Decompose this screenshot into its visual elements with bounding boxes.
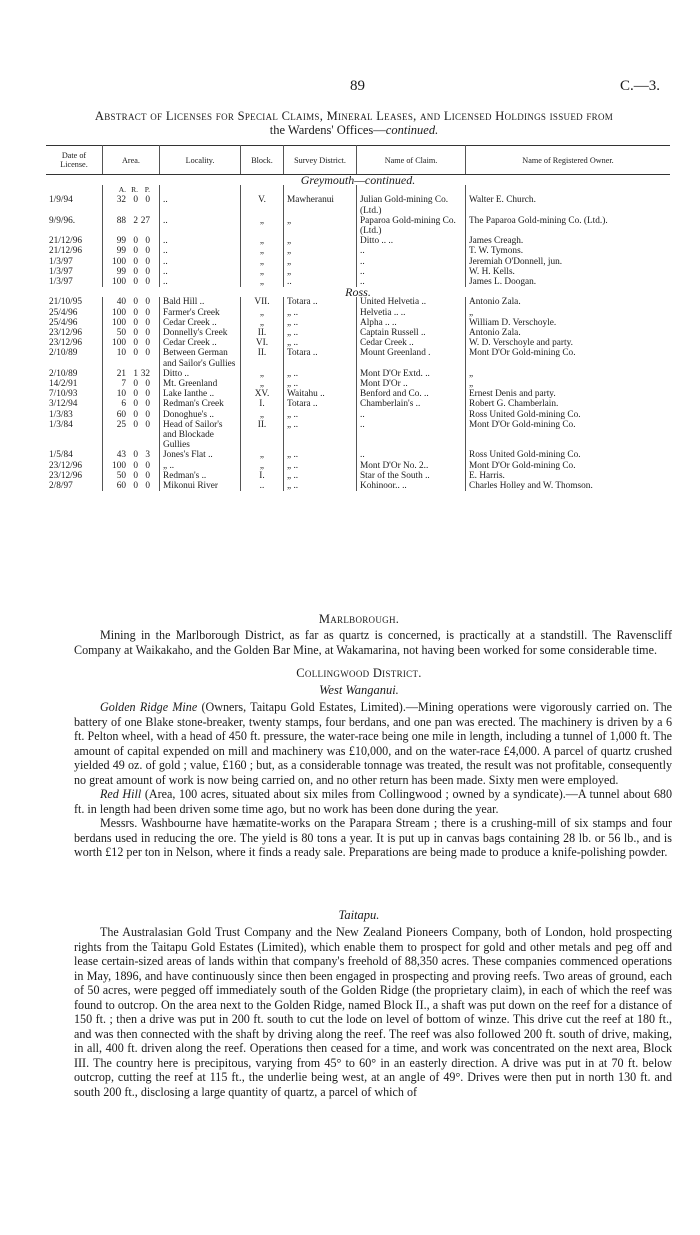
area-perches: 0 <box>145 409 150 420</box>
cell-owner: Antonio Zala. <box>469 297 521 308</box>
cell-date: 2/10/89 <box>46 369 103 379</box>
col-owner: Name of Registered Owner. <box>466 146 671 175</box>
cell-block: „ <box>241 308 284 318</box>
cell-area <box>103 399 160 409</box>
cell-locality: Mikonui River <box>160 481 241 491</box>
table-row <box>46 308 670 318</box>
cell-claim: .. <box>357 277 466 287</box>
taitapu-text <box>74 925 672 1099</box>
section-heading: Ross. <box>345 285 371 300</box>
area-acres: 100 <box>112 460 126 471</box>
area-roods: 0 <box>133 460 138 471</box>
area-acres: 100 <box>112 256 126 267</box>
cell-area <box>103 267 160 277</box>
area-perches: 0 <box>145 460 150 471</box>
area-roods: 0 <box>133 399 138 410</box>
area-acres: 100 <box>112 277 126 288</box>
cell-date: 21/12/96 <box>46 236 103 246</box>
table-row <box>46 389 670 399</box>
cell-area <box>103 216 160 236</box>
table-row <box>46 481 670 491</box>
cell-block: „ <box>241 246 284 256</box>
cell-block: „ <box>241 216 284 236</box>
cell-claim: Benford and Co. .. <box>357 389 466 399</box>
area-unit-1: R. <box>131 185 138 195</box>
cell-owner: E. Harris. <box>469 470 505 481</box>
area-acres: 21 <box>116 368 126 379</box>
cell-locality: .. <box>160 277 241 287</box>
area-perches: 0 <box>145 317 150 328</box>
table-row <box>46 328 670 338</box>
cell-owner: Robert G. Chamberlain. <box>469 399 559 410</box>
area-perches: 32 <box>140 368 150 379</box>
cell-locality: .. <box>160 216 241 236</box>
cell-claim: Alpha .. .. <box>357 318 466 328</box>
title-line-2 <box>44 123 664 137</box>
area-roods: 0 <box>133 246 138 257</box>
cell-owner: Ross United Gold-mining Co. <box>469 409 581 420</box>
area-perches: 0 <box>145 277 150 288</box>
title-line-1: Abstract of Licenses for Special Claims, Mineral Leases, and Licensed Holdings issued from <box>94 109 614 123</box>
area-acres: 100 <box>112 307 126 318</box>
cell-owner: W. H. Kells. <box>469 266 515 277</box>
cell-survey-district: Mawheranui <box>284 195 357 215</box>
area-perches: 0 <box>145 195 150 206</box>
area-roods: 0 <box>133 236 138 247</box>
spacer-cell <box>241 185 284 195</box>
cell-date: 9/9/96. <box>46 216 103 236</box>
cell-area <box>103 461 160 471</box>
area-perches: 0 <box>145 419 150 430</box>
golden-ridge-paragraph <box>74 700 672 787</box>
cell-claim: Helvetia .. .. <box>357 308 466 318</box>
cell-claim: Chamberlain's .. <box>357 399 466 409</box>
red-hill-name: Red Hill <box>100 787 142 801</box>
area-roods: 0 <box>133 379 138 390</box>
cell-block: „ <box>241 450 284 460</box>
area-acres: 60 <box>116 409 126 420</box>
cell-date: 23/12/96 <box>46 328 103 338</box>
table-body <box>46 175 670 492</box>
table-header-row <box>46 146 670 175</box>
col-locality: Locality. <box>160 146 241 175</box>
area-acres: 6 <box>121 399 126 410</box>
cell-survey-district: Totara .. <box>284 348 357 368</box>
cell-date: 23/12/96 <box>46 338 103 348</box>
cell-survey-district: „ <box>284 257 357 267</box>
table-row <box>46 420 670 451</box>
cell-block: „ <box>241 318 284 328</box>
cell-locality: .. <box>160 195 241 215</box>
col-block: Block. <box>241 146 284 175</box>
cell-survey-district: „ .. <box>284 420 357 451</box>
marlborough-paragraph: Mining in the Marlborough District, as far as quartz is concerned, is practically at a standstill. The Ravenscliff Company at Waikakaho, and the Golden Bar Mine, at Wakamarina, not having been worked for some considerable time. <box>74 628 672 657</box>
table-row <box>46 236 670 246</box>
cell-claim: Ditto .. .. <box>357 236 466 246</box>
col-claim-name: Name of Claim. <box>357 146 466 175</box>
cell-locality: Head of Sailor's and Blockade Gullies <box>160 420 241 451</box>
cell-area <box>103 389 160 399</box>
cell-owner: Charles Holley and W. Thomson. <box>469 481 593 492</box>
cell-claim: .. <box>357 410 466 420</box>
cell-owner: William D. Verschoyle. <box>469 317 557 328</box>
area-perches: 0 <box>145 481 150 492</box>
cell-area <box>103 450 160 460</box>
area-roods: 0 <box>133 389 138 400</box>
area-acres: 88 <box>116 215 126 226</box>
cell-block: XV. <box>241 389 284 399</box>
cell-claim: .. <box>357 267 466 277</box>
cell-date: 1/5/84 <box>46 450 103 460</box>
cell-locality: Cedar Creek .. <box>160 318 241 328</box>
area-perches: 0 <box>145 256 150 267</box>
area-roods: 0 <box>133 266 138 277</box>
cell-locality: .. <box>160 246 241 256</box>
cell-area <box>103 246 160 256</box>
cell-area <box>103 481 160 491</box>
title-line-2-prefix: the Wardens' Offices— <box>269 123 386 137</box>
area-perches: 0 <box>145 266 150 277</box>
cell-survey-district: „ .. <box>284 379 357 389</box>
cell-block: I. <box>241 399 284 409</box>
cell-claim: Mont D'Or .. <box>357 379 466 389</box>
cell-claim: Paparoa Gold-mining Co. (Ltd.) <box>357 216 466 236</box>
cell-owner: T. W. Tymons. <box>469 246 524 257</box>
col-survey-district: Survey District. <box>284 146 357 175</box>
area-units-cell <box>103 185 160 195</box>
area-roods: 0 <box>133 481 138 492</box>
area-roods: 0 <box>133 297 138 308</box>
table-row <box>46 348 670 368</box>
cell-locality: Mt. Greenland <box>160 379 241 389</box>
area-acres: 99 <box>116 266 126 277</box>
cell-date: 21/12/96 <box>46 246 103 256</box>
cell-claim: Captain Russell .. <box>357 328 466 338</box>
golden-ridge-name: Golden Ridge Mine <box>100 700 198 714</box>
cell-date: 14/2/91 <box>46 379 103 389</box>
cell-survey-district: „ <box>284 236 357 246</box>
cell-locality: Cedar Creek .. <box>160 338 241 348</box>
cell-block: „ <box>241 410 284 420</box>
cell-block: VI. <box>241 338 284 348</box>
cell-area <box>103 236 160 246</box>
cell-claim: .. <box>357 257 466 267</box>
cell-locality: .. <box>160 267 241 277</box>
cell-area <box>103 420 160 451</box>
cell-claim: Mont D'Or No. 2.. <box>357 461 466 471</box>
area-acres: 10 <box>116 389 126 400</box>
spacer-cell <box>466 185 671 195</box>
cell-locality: Jones's Flat .. <box>160 450 241 460</box>
cell-locality: Lake Ianthe .. <box>160 389 241 399</box>
document-code: C.—3. <box>619 78 660 94</box>
cell-locality: .. <box>160 236 241 246</box>
cell-block: „ <box>241 379 284 389</box>
area-perches: 0 <box>145 328 150 339</box>
west-wanganui-heading: West Wanganui. <box>319 683 399 697</box>
area-roods: 0 <box>133 470 138 481</box>
cell-block: II. <box>241 348 284 368</box>
cell-locality: Farmer's Creek <box>160 308 241 318</box>
cell-block: „ <box>241 461 284 471</box>
cell-date: 2/10/89 <box>46 348 103 368</box>
cell-date: 2/8/97 <box>46 481 103 491</box>
area-acres: 50 <box>116 328 126 339</box>
cell-date: 25/4/96 <box>46 308 103 318</box>
cell-owner: „ <box>469 379 474 390</box>
section-heading: Greymouth—continued. <box>300 173 416 187</box>
cell-area <box>103 348 160 368</box>
area-perches: 27 <box>140 215 150 226</box>
cell-owner: Walter E. Church. <box>469 195 536 206</box>
area-perches: 0 <box>145 399 150 410</box>
area-roods: 0 <box>133 307 138 318</box>
spacer-cell <box>160 185 241 195</box>
cell-survey-district: „ .. <box>284 471 357 481</box>
cell-date: 1/3/97 <box>46 267 103 277</box>
cell-block: VII. <box>241 297 284 307</box>
area-roods: 0 <box>133 256 138 267</box>
cell-owner: Ernest Denis and party. <box>469 389 556 400</box>
cell-date: 1/3/97 <box>46 277 103 287</box>
area-acres: 25 <box>116 419 126 430</box>
cell-claim: .. <box>357 420 466 451</box>
cell-area <box>103 195 160 215</box>
cell-block: „ <box>241 257 284 267</box>
cell-owner: Antonio Zala. <box>469 328 521 339</box>
cell-owner: Mont D'Or Gold-mining Co. <box>469 460 576 471</box>
cell-survey-district: „ .. <box>284 369 357 379</box>
area-roods: 2 <box>133 215 138 226</box>
cell-block: II. <box>241 420 284 451</box>
table-row <box>46 410 670 420</box>
cell-area <box>103 308 160 318</box>
cell-owner: W. D. Verschoyle and party. <box>469 338 573 349</box>
washbourne-paragraph: Messrs. Washbourne have hæmatite-works on the Parapara Stream ; there is a crushing-mill of six stamps and four berdans used in reducing the ore. The yield is 80 tons a year. It is put up in canvas bags containing 28 lb. or 56 lb., and is worth £12 per ton in Nelson, where it finds a ready sale. Preparations are being made to produce a knife-polishing powder. <box>74 816 672 859</box>
area-acres: 43 <box>116 450 126 461</box>
cell-owner: „ <box>469 368 474 379</box>
cell-block: „ <box>241 267 284 277</box>
cell-area <box>103 277 160 287</box>
cell-claim: Mont D'Or Extd. .. <box>357 369 466 379</box>
red-hill-text: (Area, 100 acres, situated about six miles from Collingwood ; owned by a syndicate).—A tunnel about 680 ft. in length had been driven some time ago, but no work has been done during the year. <box>74 787 673 816</box>
cell-area <box>103 410 160 420</box>
cell-area <box>103 328 160 338</box>
cell-block: „ <box>241 369 284 379</box>
cell-date: 1/3/84 <box>46 420 103 451</box>
red-hill-paragraph <box>74 787 672 816</box>
table-row <box>46 471 670 481</box>
table-row <box>46 399 670 409</box>
cell-block: II. <box>241 328 284 338</box>
table-row <box>46 257 670 267</box>
cell-survey-district: .. <box>284 277 357 287</box>
cell-locality: „ .. <box>160 461 241 471</box>
cell-date: 23/12/96 <box>46 461 103 471</box>
area-perches: 0 <box>145 470 150 481</box>
area-acres: 40 <box>116 297 126 308</box>
area-perches: 0 <box>145 389 150 400</box>
table-title <box>44 109 664 137</box>
table-row <box>46 246 670 256</box>
area-roods: 0 <box>133 338 138 349</box>
cell-locality: Donnelly's Creek <box>160 328 241 338</box>
cell-survey-district: „ .. <box>284 410 357 420</box>
table-row <box>46 216 670 236</box>
cell-date: 7/10/93 <box>46 389 103 399</box>
cell-owner: The Paparoa Gold-mining Co. (Ltd.). <box>469 215 608 226</box>
cell-survey-district: „ .. <box>284 308 357 318</box>
collingwood-text <box>74 700 672 860</box>
cell-date: 21/10/95 <box>46 297 103 307</box>
cell-survey-district: „ .. <box>284 461 357 471</box>
cell-area <box>103 338 160 348</box>
cell-owner: Ross United Gold-mining Co. <box>469 450 581 461</box>
cell-locality: Redman's .. <box>160 471 241 481</box>
cell-survey-district: „ .. <box>284 328 357 338</box>
col-area: Area. <box>103 146 160 175</box>
cell-survey-district: Totara .. <box>284 297 357 307</box>
cell-area <box>103 471 160 481</box>
area-acres: 100 <box>112 317 126 328</box>
area-acres: 10 <box>116 348 126 359</box>
area-acres: 7 <box>121 379 126 390</box>
table-row <box>46 195 670 215</box>
cell-area <box>103 369 160 379</box>
cell-owner: James Creagh. <box>469 236 524 247</box>
cell-claim: Julian Gold-mining Co. (Ltd.) <box>357 195 466 215</box>
area-perches: 0 <box>145 379 150 390</box>
cell-claim: Star of the South .. <box>357 471 466 481</box>
table-row <box>46 338 670 348</box>
marlborough-text <box>74 628 672 657</box>
cell-survey-district: „ .. <box>284 338 357 348</box>
page-number: 89 <box>350 78 365 94</box>
cell-block: V. <box>241 195 284 215</box>
table-row <box>46 450 670 460</box>
cell-area <box>103 257 160 267</box>
table-row <box>46 369 670 379</box>
cell-locality: Between German and Sailor's Gullies <box>160 348 241 368</box>
cell-date: 1/3/97 <box>46 257 103 267</box>
cell-block: „ <box>241 277 284 287</box>
cell-date: 1/9/94 <box>46 195 103 215</box>
area-roods: 0 <box>133 409 138 420</box>
cell-owner: James L. Doogan. <box>469 277 537 288</box>
table-row <box>46 267 670 277</box>
cell-block: I. <box>241 471 284 481</box>
cell-block: .. <box>241 481 284 491</box>
cell-locality: Ditto .. <box>160 369 241 379</box>
cell-survey-district: Totara .. <box>284 399 357 409</box>
area-unit-0: A. <box>118 185 126 195</box>
cell-date: 3/12/94 <box>46 399 103 409</box>
area-perches: 0 <box>145 297 150 308</box>
area-acres: 99 <box>116 236 126 247</box>
cell-survey-district: „ .. <box>284 481 357 491</box>
area-acres: 60 <box>116 481 126 492</box>
cell-claim: Kohinoor.. .. <box>357 481 466 491</box>
cell-survey-district: „ <box>284 267 357 277</box>
cell-claim: Cedar Creek .. <box>357 338 466 348</box>
cell-survey-district: „ .. <box>284 450 357 460</box>
area-perches: 0 <box>145 348 150 359</box>
area-roods: 0 <box>133 348 138 359</box>
cell-locality: Redman's Creek <box>160 399 241 409</box>
table-row <box>46 461 670 471</box>
marlborough-heading: Marlborough. <box>318 612 400 626</box>
cell-locality: Donoghue's .. <box>160 410 241 420</box>
area-perches: 0 <box>145 246 150 257</box>
cell-area <box>103 318 160 328</box>
cell-survey-district: „ <box>284 246 357 256</box>
cell-date: 1/3/83 <box>46 410 103 420</box>
cell-survey-district: „ .. <box>284 318 357 328</box>
section-heading-row <box>46 287 670 297</box>
cell-claim: .. <box>357 450 466 460</box>
cell-locality: Bald Hill .. <box>160 297 241 307</box>
cell-owner: Jeremiah O'Donnell, jun. <box>469 256 563 267</box>
area-roods: 0 <box>133 450 138 461</box>
taitapu-heading: Taitapu. <box>338 908 380 922</box>
area-roods: 1 <box>133 368 138 379</box>
cell-area <box>103 379 160 389</box>
area-roods: 0 <box>133 328 138 339</box>
cell-date: 23/12/96 <box>46 471 103 481</box>
table-row <box>46 318 670 328</box>
spacer-cell <box>46 185 103 195</box>
taitapu-paragraph: The Australasian Gold Trust Company and the New Zealand Pioneers Company, both of London, hold prospecting rights from the Taitapu Gold Estates (Limited), which enable them to prospect for gold and other metals and peg off and lease certain-sized areas of lands within that company's freehold of 88,350 acres. These companies commenced operations in May, 1896, and have continuously since then been engaged in prospecting and proving reefs. Two areas of ground, each of 50 acres, were pegged off immediately south of the Golden Ridge (the proprietary claim), in each of which the reef was found to outcrop. On the area next to the Golden Ridge, named Block II., a shaft was put down on the reef for a distance of 150 ft. ; then a drive was put in 200 ft. south to cut the lode on level of bottom of winze. This drive cut the reef at 180 ft., and was then connected with the shaft by driving along the reef. The reef was also followed 200 ft. south of drive, making, in all, 400 ft. driven along the reef. Operations then ceased for a time, and work was concentrated on the next area, Block III. The country here is precipitous, varying from 45° to 60° in an easterly direction. A drive was put in at 70 ft. below outcrop, cutting the reef at 115 ft., the underlie being west, at an angle of 49°. Drives were then put in north 130 ft. and south 200 ft., disclosing a large quantity of quartz, a parcel of which of <box>74 925 672 1099</box>
cell-date: 25/4/96 <box>46 318 103 328</box>
cell-locality: .. <box>160 257 241 267</box>
area-roods: 0 <box>133 317 138 328</box>
golden-ridge-text: (Owners, Taitapu Gold Estates, Limited).—Mining operations were vigorously carried on. The battery of one Blake stone-breaker, twenty stamps, four berdans, and one pan was erected. The machinery is driven by a 6 ft. Pelton wheel, with a head of 450 ft. pressure, the water-race being one mile in length, including a tunnel of 1,000 ft. The amount of capital expended on mill and machinery was £10,000, and on the water-race £4,000. A parcel of quartz crushed yielded 49 oz. of gold ; value, £160 ; but, as a considerable tonnage was treated, the result was not profitable, consequently no great amount of work is now being carried on, and no other return has been made. Sixty men were employed. <box>74 700 672 787</box>
area-roods: 0 <box>133 419 138 430</box>
cell-survey-district: „ <box>284 216 357 236</box>
license-table <box>46 145 670 491</box>
cell-survey-district: Waitahu .. <box>284 389 357 399</box>
area-unit-2: P. <box>144 185 150 195</box>
collingwood-heading: Collingwood District. <box>296 666 422 680</box>
cell-owner: Mont D'Or Gold-mining Co. <box>469 419 576 430</box>
col-date: Date of License. <box>46 146 103 175</box>
area-acres: 50 <box>116 470 126 481</box>
table-row <box>46 379 670 389</box>
area-perches: 0 <box>145 307 150 318</box>
cell-owner: Mont D'Or Gold-mining Co. <box>469 348 576 359</box>
cell-claim: United Helvetia .. <box>357 297 466 307</box>
title-line-2-italic: continued. <box>385 123 439 137</box>
area-roods: 0 <box>133 277 138 288</box>
area-roods: 0 <box>133 195 138 206</box>
cell-block: „ <box>241 236 284 246</box>
cell-claim: .. <box>357 246 466 256</box>
area-perches: 0 <box>145 236 150 247</box>
section-heading-row <box>46 175 670 186</box>
area-acres: 99 <box>116 246 126 257</box>
cell-claim: Mount Greenland . <box>357 348 466 368</box>
area-perches: 0 <box>145 338 150 349</box>
area-acres: 100 <box>112 338 126 349</box>
cell-owner: „ <box>469 307 474 318</box>
cell-area <box>103 297 160 307</box>
area-acres: 32 <box>116 195 126 206</box>
area-perches: 3 <box>145 450 150 461</box>
